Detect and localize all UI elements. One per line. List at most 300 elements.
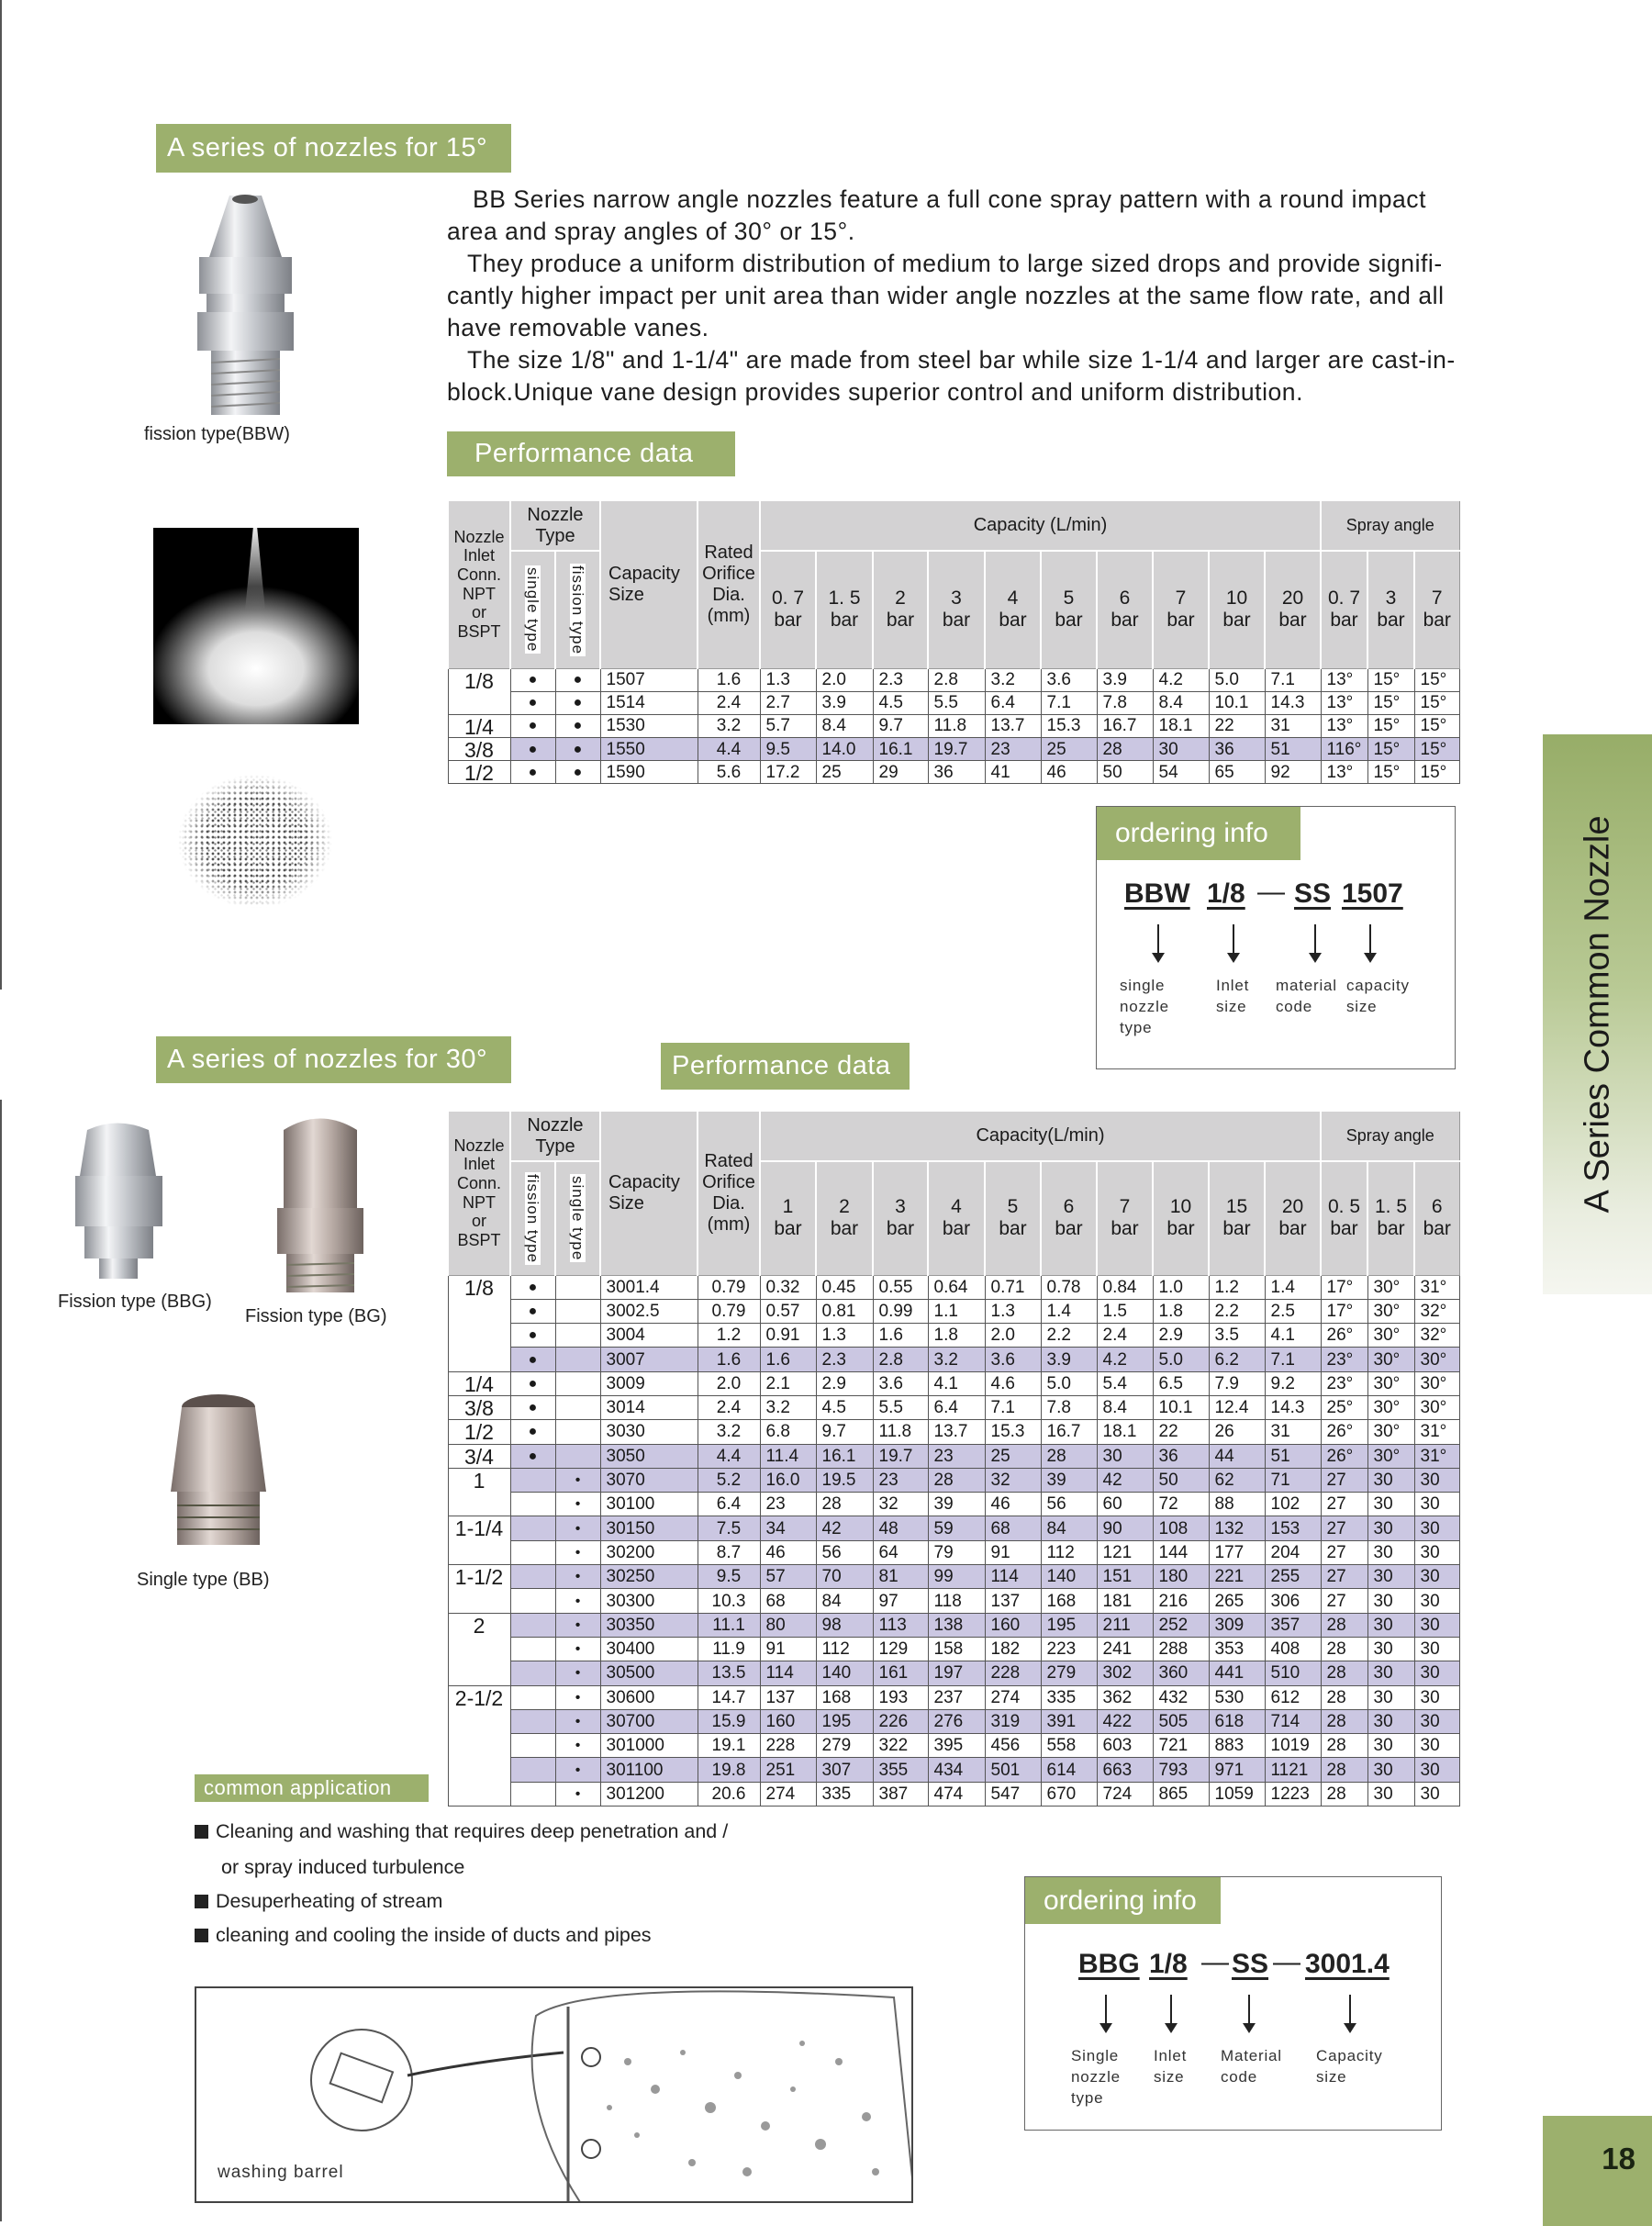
order-dash: — xyxy=(1257,877,1285,907)
capacity-value-cell: 3.2 xyxy=(760,1395,816,1419)
capacity-value-cell: 288 xyxy=(1153,1637,1209,1661)
table-row xyxy=(448,1709,1459,1733)
spray-pattern-image xyxy=(153,528,359,724)
type-cell-1: ● xyxy=(510,1371,555,1395)
capacity-value-cell: 252 xyxy=(1153,1613,1209,1637)
capacity-value-cell: 56 xyxy=(1041,1493,1097,1516)
capacity-value-cell: 3.5 xyxy=(1209,1324,1265,1348)
table-row xyxy=(448,1299,1459,1323)
spray-angle-cell: 17° xyxy=(1321,1275,1367,1299)
type-cell-2: • xyxy=(555,1468,600,1492)
capacity-value-cell: 102 xyxy=(1265,1493,1321,1516)
spray-angle-cell: 30 xyxy=(1367,1685,1414,1709)
header-angle-pressure: 0. 5 bar xyxy=(1321,1161,1367,1275)
order-code-part: SS xyxy=(1294,878,1332,909)
spray-angle-cell: 30 xyxy=(1414,1709,1459,1733)
bbg-nozzle-image xyxy=(64,1121,174,1281)
spray-angle-cell: 13° xyxy=(1321,691,1367,714)
table-row xyxy=(448,1685,1459,1709)
capacity-value-cell: 84 xyxy=(1041,1516,1097,1540)
capacity-value-cell: 724 xyxy=(1097,1782,1153,1806)
capacity-value-cell: 5.0 xyxy=(1153,1348,1209,1371)
spray-angle-cell: 28 xyxy=(1321,1782,1367,1806)
orifice-dia-cell: 4.4 xyxy=(698,1444,760,1468)
type-cell-2: • xyxy=(555,1637,600,1661)
application-item-continued: or spray induced turbulence xyxy=(221,1856,465,1878)
order-dash: — xyxy=(1273,1947,1300,1977)
table-row xyxy=(448,1395,1459,1419)
spray-angle-cell: 30° xyxy=(1414,1371,1459,1395)
capacity-value-cell: 434 xyxy=(928,1758,985,1782)
capacity-value-cell: 1223 xyxy=(1265,1782,1321,1806)
table-row xyxy=(448,1420,1459,1444)
capacity-value-cell: 112 xyxy=(816,1637,873,1661)
capacity-value-cell: 3.2 xyxy=(985,668,1041,691)
table-row xyxy=(448,738,1459,761)
capacity-value-cell: 30 xyxy=(1153,738,1209,761)
header-orifice-dia: Rated Orifice Dia. (mm) xyxy=(698,500,760,668)
spray-angle-cell: 31° xyxy=(1414,1420,1459,1444)
capacity-value-cell: 80 xyxy=(760,1613,816,1637)
type-cell-1 xyxy=(510,1782,555,1806)
order-code-part: SS xyxy=(1232,1949,1269,1979)
order-code-description: Inlet size xyxy=(1216,977,1250,1015)
section-sidebar xyxy=(1543,734,1652,1294)
type-cell-1: ● xyxy=(510,738,555,761)
capacity-size-cell: 30350 xyxy=(600,1613,698,1637)
capacity-value-cell: 274 xyxy=(985,1685,1041,1709)
table-row xyxy=(448,1734,1459,1758)
type-cell-2: • xyxy=(555,1613,600,1637)
capacity-value-cell: 3.2 xyxy=(928,1348,985,1371)
application-item xyxy=(195,1924,652,1947)
capacity-size-cell: 301200 xyxy=(600,1782,698,1806)
capacity-size-cell: 301000 xyxy=(600,1734,698,1758)
orifice-dia-cell: 3.2 xyxy=(698,714,760,737)
spray-angle-cell: 30 xyxy=(1414,1516,1459,1540)
capacity-value-cell: 3.6 xyxy=(985,1348,1041,1371)
type-cell-1: ● xyxy=(510,1444,555,1468)
capacity-value-cell: 6.2 xyxy=(1209,1348,1265,1371)
capacity-value-cell: 255 xyxy=(1265,1565,1321,1589)
table-row xyxy=(448,1444,1459,1468)
capacity-value-cell: 4.6 xyxy=(985,1371,1041,1395)
capacity-value-cell: 0.81 xyxy=(816,1299,873,1323)
bbg-caption: Fission type (BBG) xyxy=(58,1292,212,1312)
spray-angle-cell: 30° xyxy=(1367,1420,1414,1444)
capacity-value-cell: 456 xyxy=(985,1734,1041,1758)
capacity-value-cell: 226 xyxy=(873,1709,928,1733)
capacity-size-cell: 30250 xyxy=(600,1565,698,1589)
capacity-value-cell: 138 xyxy=(928,1613,985,1637)
capacity-size-cell: 30150 xyxy=(600,1516,698,1540)
table-row xyxy=(448,1589,1459,1613)
spray-angle-cell: 30 xyxy=(1414,1589,1459,1613)
application-item-text: cleaning and cooling the inside of ducts and pipes xyxy=(216,1924,652,1946)
down-arrow-icon xyxy=(1170,1995,1172,2024)
capacity-value-cell: 81 xyxy=(873,1565,928,1589)
table-row xyxy=(448,1782,1459,1806)
capacity-value-cell: 68 xyxy=(985,1516,1041,1540)
type-cell-1: ● xyxy=(510,1420,555,1444)
spray-angle-cell: 30 xyxy=(1414,1613,1459,1637)
capacity-value-cell: 11.8 xyxy=(928,714,985,737)
down-arrow-icon xyxy=(1314,924,1316,954)
capacity-value-cell: 64 xyxy=(873,1540,928,1564)
inlet-size-cell: 1/8 xyxy=(448,668,510,714)
capacity-size-cell: 3001.4 xyxy=(600,1275,698,1299)
capacity-value-cell: 408 xyxy=(1265,1637,1321,1661)
type-cell-2 xyxy=(555,1348,600,1371)
bbw-caption: fission type(BBW) xyxy=(144,424,290,444)
capacity-value-cell: 177 xyxy=(1209,1540,1265,1564)
common-application-label: common application xyxy=(195,1774,429,1802)
table-row xyxy=(448,1348,1459,1371)
bg-caption: Fission type (BG) xyxy=(245,1306,387,1326)
para-line: cantly higher impact per unit area than wider angle nozzles at the same flow rate, and all xyxy=(447,282,1445,309)
spray-angle-cell: 23° xyxy=(1321,1371,1367,1395)
spray-angle-cell: 28 xyxy=(1321,1734,1367,1758)
type-cell-1: ● xyxy=(510,668,555,691)
capacity-value-cell: 216 xyxy=(1153,1589,1209,1613)
type-cell-2: • xyxy=(555,1782,600,1806)
capacity-value-cell: 10.1 xyxy=(1209,691,1265,714)
capacity-value-cell: 2.9 xyxy=(1153,1324,1209,1348)
capacity-value-cell: 39 xyxy=(1041,1468,1097,1492)
type-cell-1 xyxy=(510,1637,555,1661)
capacity-value-cell: 19.7 xyxy=(928,738,985,761)
header-type-column xyxy=(555,1161,600,1275)
header-spray-angle: Spray angle xyxy=(1321,500,1459,551)
header-capacity-size: Capacity Size xyxy=(600,1111,698,1275)
capacity-value-cell: 6.4 xyxy=(928,1395,985,1419)
capacity-value-cell: 68 xyxy=(760,1589,816,1613)
spray-angle-cell: 30 xyxy=(1367,1468,1414,1492)
capacity-value-cell: 151 xyxy=(1097,1565,1153,1589)
orifice-dia-cell: 11.1 xyxy=(698,1613,760,1637)
type-cell-2: • xyxy=(555,1758,600,1782)
capacity-value-cell: 0.71 xyxy=(985,1275,1041,1299)
spray-angle-cell: 13° xyxy=(1321,761,1367,784)
capacity-value-cell: 84 xyxy=(816,1589,873,1613)
order-dash: — xyxy=(1201,1947,1229,1977)
spray-angle-cell: 28 xyxy=(1321,1613,1367,1637)
type-cell-2: • xyxy=(555,1589,600,1613)
spray-angle-cell: 27 xyxy=(1321,1468,1367,1492)
spray-angle-cell: 30 xyxy=(1414,1637,1459,1661)
performance-table-15 xyxy=(447,499,1460,784)
capacity-value-cell: 971 xyxy=(1209,1758,1265,1782)
orifice-dia-cell: 6.4 xyxy=(698,1493,760,1516)
spray-angle-cell: 30 xyxy=(1414,1685,1459,1709)
capacity-value-cell: 0.84 xyxy=(1097,1275,1153,1299)
table-row xyxy=(448,1516,1459,1540)
capacity-value-cell: 28 xyxy=(1097,738,1153,761)
spray-angle-cell: 30 xyxy=(1414,1782,1459,1806)
capacity-value-cell: 23 xyxy=(928,1444,985,1468)
inlet-size-cell: 1/4 xyxy=(448,1371,510,1395)
capacity-value-cell: 391 xyxy=(1041,1709,1097,1733)
capacity-value-cell: 18.1 xyxy=(1153,714,1209,737)
capacity-value-cell: 99 xyxy=(928,1565,985,1589)
capacity-value-cell: 182 xyxy=(985,1637,1041,1661)
header-pressure: 7 bar xyxy=(1153,551,1209,668)
orifice-dia-cell: 4.4 xyxy=(698,738,760,761)
spray-angle-cell: 30° xyxy=(1367,1275,1414,1299)
inlet-size-cell: 1/2 xyxy=(448,1420,510,1444)
capacity-value-cell: 140 xyxy=(816,1661,873,1685)
orifice-dia-cell: 13.5 xyxy=(698,1661,760,1685)
capacity-value-cell: 1.3 xyxy=(985,1299,1041,1323)
header-pressure: 20 bar xyxy=(1265,1161,1321,1275)
header-angle-pressure: 1. 5 bar xyxy=(1367,1161,1414,1275)
capacity-value-cell: 2.2 xyxy=(1209,1299,1265,1323)
capacity-value-cell: 2.0 xyxy=(816,668,873,691)
capacity-value-cell: 2.8 xyxy=(928,668,985,691)
type-cell-1 xyxy=(510,1685,555,1709)
table-row xyxy=(448,1540,1459,1564)
para-line: have removable vanes. xyxy=(447,314,709,341)
orifice-dia-cell: 3.2 xyxy=(698,1420,760,1444)
capacity-value-cell: 57 xyxy=(760,1565,816,1589)
type-cell-1 xyxy=(510,1758,555,1782)
capacity-value-cell: 22 xyxy=(1153,1420,1209,1444)
type-cell-2 xyxy=(555,1395,600,1419)
orifice-dia-cell: 19.1 xyxy=(698,1734,760,1758)
capacity-size-cell: 30600 xyxy=(600,1685,698,1709)
orifice-dia-cell: 2.4 xyxy=(698,1395,760,1419)
capacity-value-cell: 195 xyxy=(816,1709,873,1733)
type-cell-2: ● xyxy=(555,668,600,691)
sidebar-title: A Series Common Nozzle xyxy=(1578,815,1616,1214)
spray-angle-cell: 30 xyxy=(1367,1516,1414,1540)
spray-angle-cell: 23° xyxy=(1321,1348,1367,1371)
capacity-size-cell: 3030 xyxy=(600,1420,698,1444)
capacity-value-cell: 160 xyxy=(760,1709,816,1733)
orifice-dia-cell: 1.6 xyxy=(698,1348,760,1371)
capacity-value-cell: 13.7 xyxy=(985,714,1041,737)
capacity-value-cell: 121 xyxy=(1097,1540,1153,1564)
para-line: BB Series narrow angle nozzles feature a full cone spray pattern with a round impact xyxy=(473,185,1427,213)
capacity-value-cell: 28 xyxy=(816,1493,873,1516)
para-line: block.Unique vane design provides superior control and uniform distribution. xyxy=(447,378,1303,406)
capacity-value-cell: 14.3 xyxy=(1265,1395,1321,1419)
capacity-value-cell: 70 xyxy=(816,1565,873,1589)
down-arrow-icon xyxy=(1349,1995,1351,2024)
type-cell-1 xyxy=(510,1565,555,1589)
capacity-value-cell: 302 xyxy=(1097,1661,1153,1685)
type-cell-1: ● xyxy=(510,691,555,714)
spray-angle-cell: 13° xyxy=(1321,668,1367,691)
spray-angle-cell: 27 xyxy=(1321,1565,1367,1589)
capacity-value-cell: 25 xyxy=(1041,738,1097,761)
header-pressure: 10 bar xyxy=(1209,551,1265,668)
header-capacity-size: Capacity Size xyxy=(600,500,698,668)
table-row xyxy=(448,1275,1459,1299)
capacity-value-cell: 36 xyxy=(928,761,985,784)
down-arrow-icon xyxy=(1233,924,1234,954)
type-cell-1 xyxy=(510,1613,555,1637)
capacity-value-cell: 353 xyxy=(1209,1637,1265,1661)
capacity-value-cell: 2.3 xyxy=(873,668,928,691)
down-arrow-icon xyxy=(1157,924,1159,954)
spray-angle-cell: 31° xyxy=(1414,1275,1459,1299)
capacity-value-cell: 140 xyxy=(1041,1565,1097,1589)
bullet-square-icon xyxy=(195,1895,208,1908)
orifice-dia-cell: 0.79 xyxy=(698,1275,760,1299)
capacity-value-cell: 2.2 xyxy=(1041,1324,1097,1348)
capacity-value-cell: 42 xyxy=(816,1516,873,1540)
capacity-value-cell: 1.6 xyxy=(760,1348,816,1371)
capacity-value-cell: 501 xyxy=(985,1758,1041,1782)
type-cell-2: • xyxy=(555,1565,600,1589)
capacity-value-cell: 510 xyxy=(1265,1661,1321,1685)
capacity-value-cell: 2.5 xyxy=(1265,1299,1321,1323)
orifice-dia-cell: 5.2 xyxy=(698,1468,760,1492)
capacity-value-cell: 2.3 xyxy=(816,1348,873,1371)
type-cell-1: ● xyxy=(510,761,555,784)
bullet-square-icon xyxy=(195,1825,208,1839)
capacity-size-cell: 3004 xyxy=(600,1324,698,1348)
spray-angle-cell: 116° xyxy=(1321,738,1367,761)
capacity-value-cell: 7.1 xyxy=(1265,668,1321,691)
header-angle-pressure: 3 bar xyxy=(1367,551,1414,668)
capacity-value-cell: 36 xyxy=(1209,738,1265,761)
order-code-description: Material code xyxy=(1221,2047,1282,2086)
capacity-value-cell: 180 xyxy=(1153,1565,1209,1589)
inlet-size-cell: 1-1/2 xyxy=(448,1565,510,1614)
orifice-dia-cell: 0.79 xyxy=(698,1299,760,1323)
capacity-value-cell: 129 xyxy=(873,1637,928,1661)
spray-angle-cell: 30 xyxy=(1367,1709,1414,1733)
capacity-value-cell: 50 xyxy=(1097,761,1153,784)
header-pressure: 3 bar xyxy=(928,551,985,668)
spray-angle-cell: 30 xyxy=(1367,1782,1414,1806)
header-inlet: Nozzle Inlet Conn. NPT or BSPT xyxy=(448,1111,510,1275)
capacity-value-cell: 1.4 xyxy=(1041,1299,1097,1323)
capacity-value-cell: 279 xyxy=(816,1734,873,1758)
capacity-value-cell: 181 xyxy=(1097,1589,1153,1613)
table-row xyxy=(448,1613,1459,1637)
spray-angle-cell: 28 xyxy=(1321,1637,1367,1661)
capacity-value-cell: 274 xyxy=(760,1782,816,1806)
inlet-size-cell: 1 xyxy=(448,1468,510,1516)
capacity-value-cell: 23 xyxy=(873,1468,928,1492)
capacity-value-cell: 204 xyxy=(1265,1540,1321,1564)
header-pressure: 6 bar xyxy=(1097,551,1153,668)
capacity-value-cell: 1.3 xyxy=(760,668,816,691)
header-angle-pressure: 7 bar xyxy=(1414,551,1459,668)
capacity-value-cell: 92 xyxy=(1265,761,1321,784)
header-pressure: 1 bar xyxy=(760,1161,816,1275)
capacity-value-cell: 360 xyxy=(1153,1661,1209,1685)
orifice-dia-cell: 8.7 xyxy=(698,1540,760,1564)
type-cell-1 xyxy=(510,1589,555,1613)
capacity-value-cell: 1.8 xyxy=(928,1324,985,1348)
spray-angle-cell: 30 xyxy=(1367,1540,1414,1564)
type-cell-1 xyxy=(510,1493,555,1516)
capacity-value-cell: 51 xyxy=(1265,738,1321,761)
capacity-value-cell: 1.2 xyxy=(1209,1275,1265,1299)
capacity-value-cell: 14.0 xyxy=(816,738,873,761)
capacity-value-cell: 30 xyxy=(1097,1444,1153,1468)
spray-angle-cell: 30 xyxy=(1414,1540,1459,1564)
order-code-description: Inlet size xyxy=(1154,2047,1188,2086)
capacity-value-cell: 39 xyxy=(928,1493,985,1516)
table-row xyxy=(448,1661,1459,1685)
inlet-size-cell: 1/2 xyxy=(448,761,510,784)
capacity-value-cell: 137 xyxy=(985,1589,1041,1613)
para-line: The size 1/8" and 1-1/4" are made from steel bar while size 1-1/4 and larger are cast-in- xyxy=(467,346,1456,374)
capacity-value-cell: 46 xyxy=(985,1493,1041,1516)
capacity-value-cell: 547 xyxy=(985,1782,1041,1806)
capacity-value-cell: 8.4 xyxy=(1153,691,1209,714)
capacity-value-cell: 19.5 xyxy=(816,1468,873,1492)
table-row xyxy=(448,1468,1459,1492)
spray-angle-cell: 30° xyxy=(1367,1299,1414,1323)
capacity-value-cell: 309 xyxy=(1209,1613,1265,1637)
type-cell-2 xyxy=(555,1420,600,1444)
capacity-value-cell: 422 xyxy=(1097,1709,1153,1733)
type-cell-1: ● xyxy=(510,714,555,737)
header-pressure: 3 bar xyxy=(873,1161,928,1275)
capacity-value-cell: 9.5 xyxy=(760,738,816,761)
capacity-size-cell: 30200 xyxy=(600,1540,698,1564)
type-cell-2: • xyxy=(555,1540,600,1564)
header-nozzle-type: Nozzle Type xyxy=(510,500,600,551)
para-line: They produce a uniform distribution of medium to large sized drops and provide signifi- xyxy=(467,250,1443,277)
capacity-value-cell: 1.5 xyxy=(1097,1299,1153,1323)
capacity-value-cell: 3.9 xyxy=(1097,668,1153,691)
orifice-dia-cell: 7.5 xyxy=(698,1516,760,1540)
capacity-size-cell: 1514 xyxy=(600,691,698,714)
capacity-value-cell: 10.1 xyxy=(1153,1395,1209,1419)
section-15-title: A series of nozzles for 15° xyxy=(156,124,511,173)
header-pressure: 0. 7 bar xyxy=(760,551,816,668)
performance-data-label-30: Performance data xyxy=(661,1043,910,1090)
type-cell-2: ● xyxy=(555,691,600,714)
para-line: area and spray angles of 30° or 15°. xyxy=(447,218,855,245)
order-code-description: Single nozzle type xyxy=(1071,2047,1121,2107)
capacity-value-cell: 161 xyxy=(873,1661,928,1685)
capacity-value-cell: 113 xyxy=(873,1613,928,1637)
orifice-dia-cell: 14.7 xyxy=(698,1685,760,1709)
capacity-value-cell: 612 xyxy=(1265,1685,1321,1709)
order-code-part: 3001.4 xyxy=(1305,1949,1390,1979)
orifice-dia-cell: 10.3 xyxy=(698,1589,760,1613)
header-angle-pressure: 6 bar xyxy=(1414,1161,1459,1275)
capacity-value-cell: 7.1 xyxy=(1041,691,1097,714)
capacity-value-cell: 15.3 xyxy=(1041,714,1097,737)
orifice-dia-cell: 19.8 xyxy=(698,1758,760,1782)
type-cell-2: • xyxy=(555,1734,600,1758)
capacity-value-cell: 0.78 xyxy=(1041,1275,1097,1299)
capacity-value-cell: 16.1 xyxy=(816,1444,873,1468)
capacity-value-cell: 2.4 xyxy=(1097,1324,1153,1348)
orifice-dia-cell: 20.6 xyxy=(698,1782,760,1806)
capacity-value-cell: 11.4 xyxy=(760,1444,816,1468)
capacity-value-cell: 46 xyxy=(760,1540,816,1564)
type-cell-1 xyxy=(510,1734,555,1758)
inlet-size-cell: 3/8 xyxy=(448,1395,510,1419)
capacity-value-cell: 4.2 xyxy=(1153,668,1209,691)
ordering-info-label: ordering info xyxy=(1097,807,1300,860)
type-cell-2: • xyxy=(555,1516,600,1540)
capacity-value-cell: 1.8 xyxy=(1153,1299,1209,1323)
capacity-value-cell: 59 xyxy=(928,1516,985,1540)
type-cell-2 xyxy=(555,1324,600,1348)
capacity-value-cell: 618 xyxy=(1209,1709,1265,1733)
